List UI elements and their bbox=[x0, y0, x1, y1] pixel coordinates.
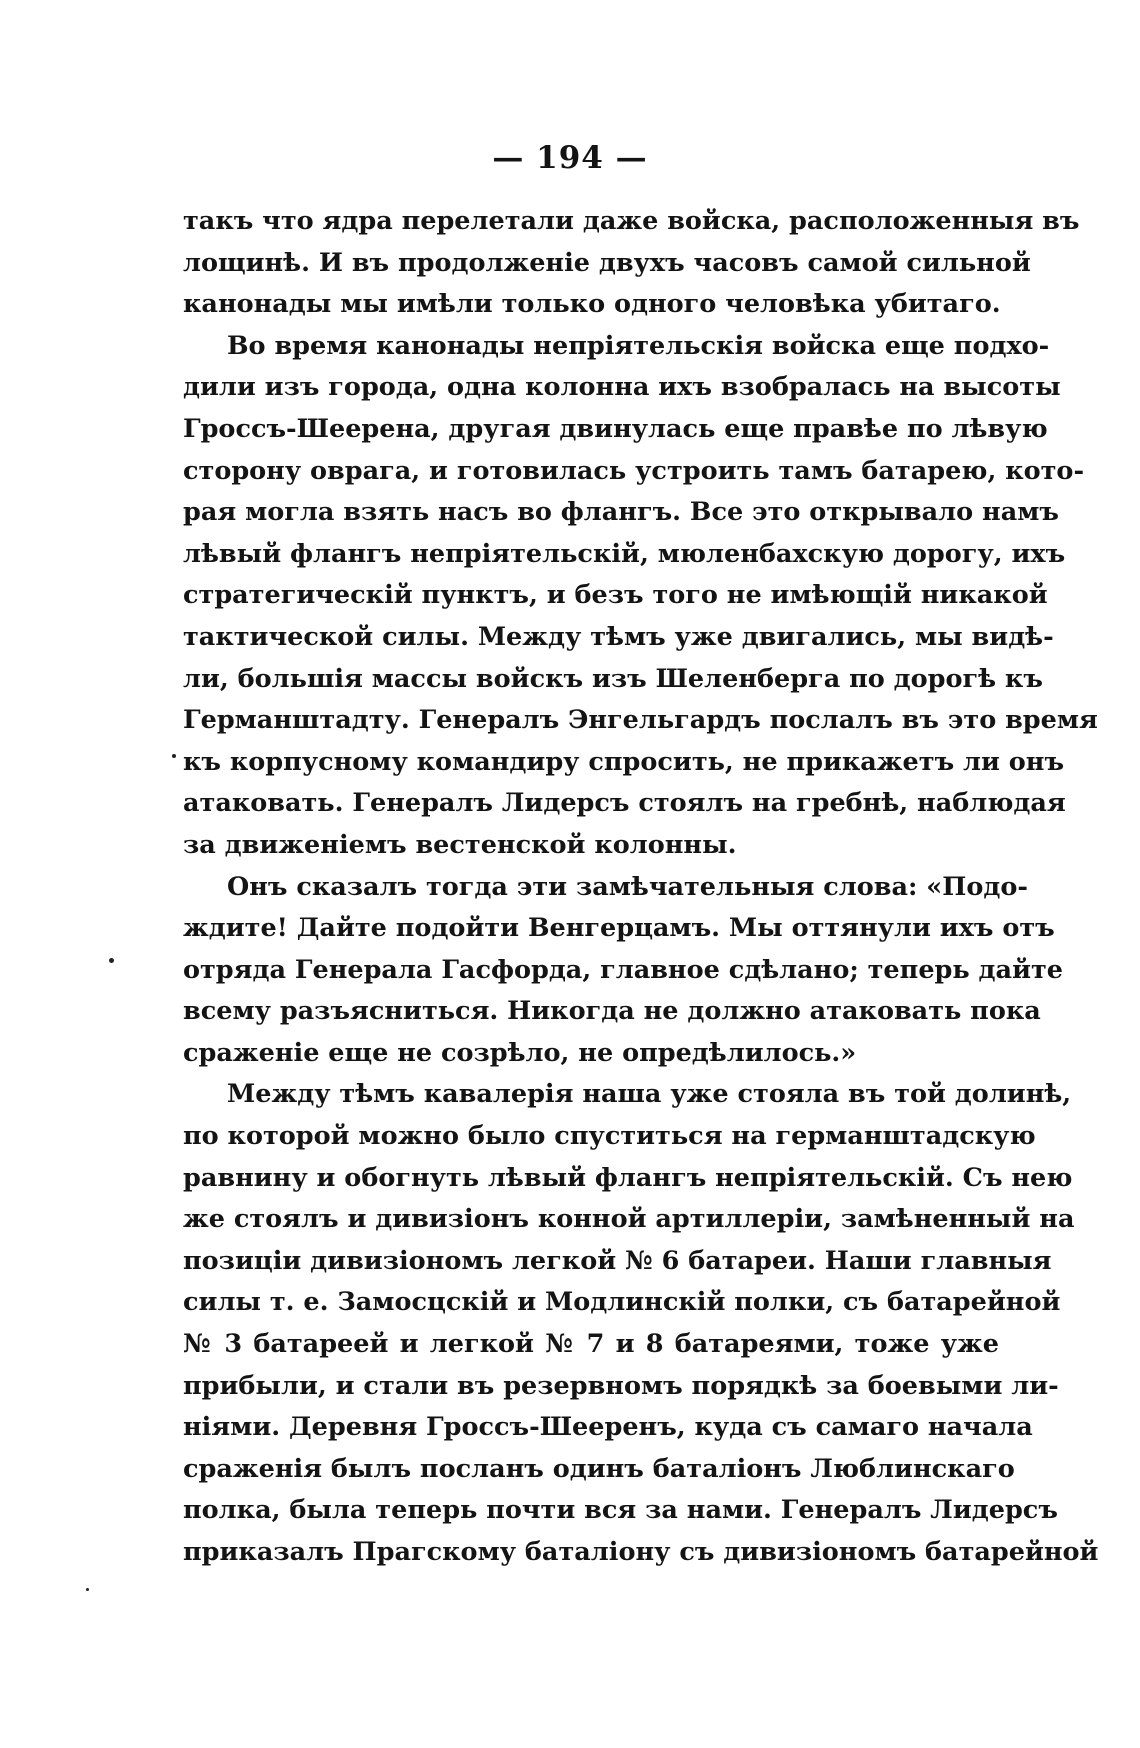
text-line: канонады мы имѣли только одного человѣка убитаго. bbox=[183, 289, 1001, 320]
text-line: по которой можно было спуститься на германштадскую bbox=[183, 1121, 1036, 1152]
text-line: Онъ сказалъ тогда эти замѣчательныя слова: «Подо- bbox=[227, 871, 1028, 902]
scan-speck bbox=[109, 958, 114, 963]
text-line: сраженія былъ посланъ одинъ баталіонъ Люблинскаго bbox=[183, 1453, 1015, 1484]
scan-speck bbox=[86, 1588, 89, 1591]
text-line: Между тѣмъ кавалерія наша уже стояла въ той долинѣ, bbox=[227, 1079, 1072, 1110]
text-line: равнину и обогнуть лѣвый флангъ непріятельскій. Съ нею bbox=[183, 1162, 1073, 1193]
text-line: Во время канонады непріятельскія войска еще подхо- bbox=[227, 330, 1050, 361]
text-line: сторону оврага, и готовилась устроить тамъ батарею, кото- bbox=[183, 455, 1085, 486]
text-line: силы т. е. Замосцскій и Модлинскій полки, съ батарейной bbox=[183, 1287, 1061, 1318]
text-line: же стоялъ и дивизіонъ конной артиллеріи, замѣненный на bbox=[183, 1204, 1075, 1235]
page-number: — 194 — bbox=[492, 140, 648, 176]
body-text bbox=[183, 201, 1099, 1574]
text-line: за движеніемъ вестенской колонны. bbox=[183, 829, 737, 860]
scan-speck bbox=[172, 754, 176, 758]
text-line: приказалъ Прагскому баталіону съ дивизіономъ батарейной bbox=[183, 1537, 1099, 1567]
text-line: стратегическій пунктъ, и безъ того не имѣющій никакой bbox=[183, 580, 1048, 611]
text-line: такъ что ядра перелетали даже войска, расположенныя въ bbox=[183, 206, 1080, 236]
text-line: Гроссъ-Шеерена, другая двинулась еще правѣе по лѣвую bbox=[183, 413, 1048, 444]
text-line: атаковать. Генералъ Лидерсъ стоялъ на гребнѣ, наблюдая bbox=[183, 788, 1066, 819]
text-line: Германштадту. Генералъ Энгельгардъ послалъ въ это время bbox=[183, 705, 1098, 736]
text-line: ніями. Деревня Гроссъ-Шееренъ, куда съ самаго начала bbox=[183, 1412, 1033, 1443]
text-line: рая могла взять насъ во флангъ. Все это открывало намъ bbox=[183, 497, 1059, 528]
text-line: прибыли, и стали въ резервномъ порядкѣ за боевыми ли- bbox=[183, 1370, 1059, 1401]
text-line: ли, большія массы войскъ изъ Шеленберга по дорогѣ къ bbox=[183, 663, 1043, 694]
text-line: сраженіе еще не созрѣло, не опредѣлилось.» bbox=[183, 1037, 857, 1068]
text-line: дили изъ города, одна колонна ихъ взобралась на высоты bbox=[183, 372, 1061, 403]
text-line: № 3 батареей и легкой № 7 и 8 батареями, тоже уже bbox=[183, 1329, 999, 1360]
text-line: всему разъясниться. Никогда не должно атаковать пока bbox=[183, 996, 1041, 1027]
text-line: ждите! Дайте подойти Венгерцамъ. Мы оттянули ихъ отъ bbox=[183, 913, 1055, 944]
text-line: отряда Генерала Гасфорда, главное сдѣлано; теперь дайте bbox=[183, 954, 1064, 985]
text-line: лощинѣ. И въ продолженіе двухъ часовъ самой сильной bbox=[183, 247, 1031, 278]
text-line: тактической силы. Между тѣмъ уже двигались, мы видѣ- bbox=[183, 621, 1054, 652]
text-line: къ корпусному командиру спросить, не прикажетъ ли онъ bbox=[183, 746, 1065, 777]
text-line: лѣвый флангъ непріятельскій, мюленбахскую дорогу, ихъ bbox=[183, 538, 1066, 569]
text-line: полка, была теперь почти вся за нами. Генералъ Лидерсъ bbox=[183, 1495, 1058, 1526]
text-line: позиціи дивизіономъ легкой № 6 батареи. Наши главныя bbox=[183, 1245, 1052, 1276]
